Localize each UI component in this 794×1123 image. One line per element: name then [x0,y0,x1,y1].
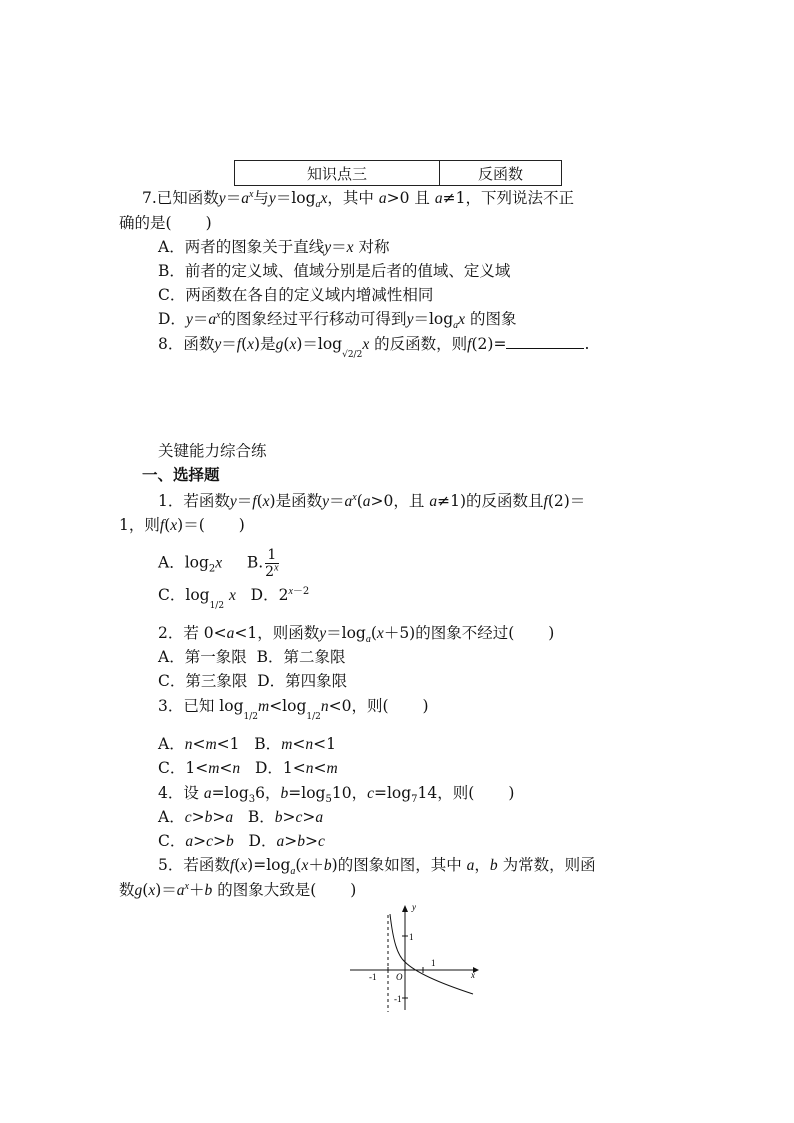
q1-line2: 1，则f(x)＝( ) [119,516,245,534]
graph-x-tick-neg1: -1 [369,972,377,982]
knowledge-point-header [234,160,562,186]
q7-line2: 确的是( ) [119,214,212,232]
q3-options-ab: A．n<m<1 B．m<n<1 [158,735,336,753]
q1-options-cd: C．$\log_{1/2} x$ D．$2^{x-2}$ [158,585,310,611]
q3-line: 3．已知 $\log_{1/2}m<\log_{1/2}n<0$，则( ) [158,697,429,722]
knowledge-point-label: 知识点三 [235,161,440,185]
graph-x-tick-1: 1 [431,958,436,968]
graph-origin-label: O [396,972,403,982]
graph-y-label: y [412,902,416,912]
q5-line2: 数$g(x)=a^x+b$ 的图象大致是( ) [119,880,357,899]
q2-line: 2．若 0<a<1，则函数$y=\log_a(x+5)$的图象不经过( ) [158,624,555,646]
q5-line1: 5．若函数$f(x)=\log_a(x+b)$的图象如图，其中 a，b 为常数，则函 [158,856,596,878]
q4-options-cd: C．a>c>b D．a>b>c [158,832,325,850]
log-function-graph [345,900,485,1015]
q7-option-a: A．两者的图象关于直线y＝x 对称 [158,238,390,256]
graph-y-tick-1: 1 [409,932,414,942]
section-title: 关键能力综合练 [158,442,267,460]
q4-line: 4．设 $a=\log_36$，$b=\log_510$，$c=\log_714$，则( ) [158,784,515,806]
q8-line: 8．函数y＝f(x)是$g(x)=\log_{√2/2}x$ 的反函数，则f(2)= . [158,335,590,360]
q7-option-c: C．两函数在各自的定义域内增减性相同 [158,286,434,304]
subsection-title: 一、选择题 [142,466,220,484]
q2-options-ab: A．第一象限 B．第二象限 [158,648,346,666]
q4-options-ab: A．c>b>a B．b>c>a [158,808,324,826]
graph-y-tick-neg1: -1 [394,994,402,1004]
q2-options-cd: C．第三象限 D．第四象限 [158,672,348,690]
q7-option-d: D．$y=a^x$的图象经过平行移动可得到$y=\log_ax$ 的图象 [158,309,517,332]
knowledge-point-topic: 反函数 [477,164,523,183]
q8-answer-blank[interactable] [506,334,584,349]
graph-x-label: x [471,970,475,980]
q7-line1: 7.已知函数$y=a^x$与$y=\log_ax$，其中 a>0 且 a≠1，下列说法不正 [142,188,574,211]
q7-option-b: B．前者的定义域、值域分别是后者的值域、定义域 [158,262,511,280]
q3-options-cd: C．1<m<n D．1<n<m [158,759,338,777]
q1-line1: 1．若函数y＝f(x)是函数$y=a^x(a>0$，且 a≠1)的反函数且f(2)＝ [158,491,586,510]
q1-options-ab: A．$\log_2x$ B. $\frac{1}{2^x}$ [158,547,279,580]
